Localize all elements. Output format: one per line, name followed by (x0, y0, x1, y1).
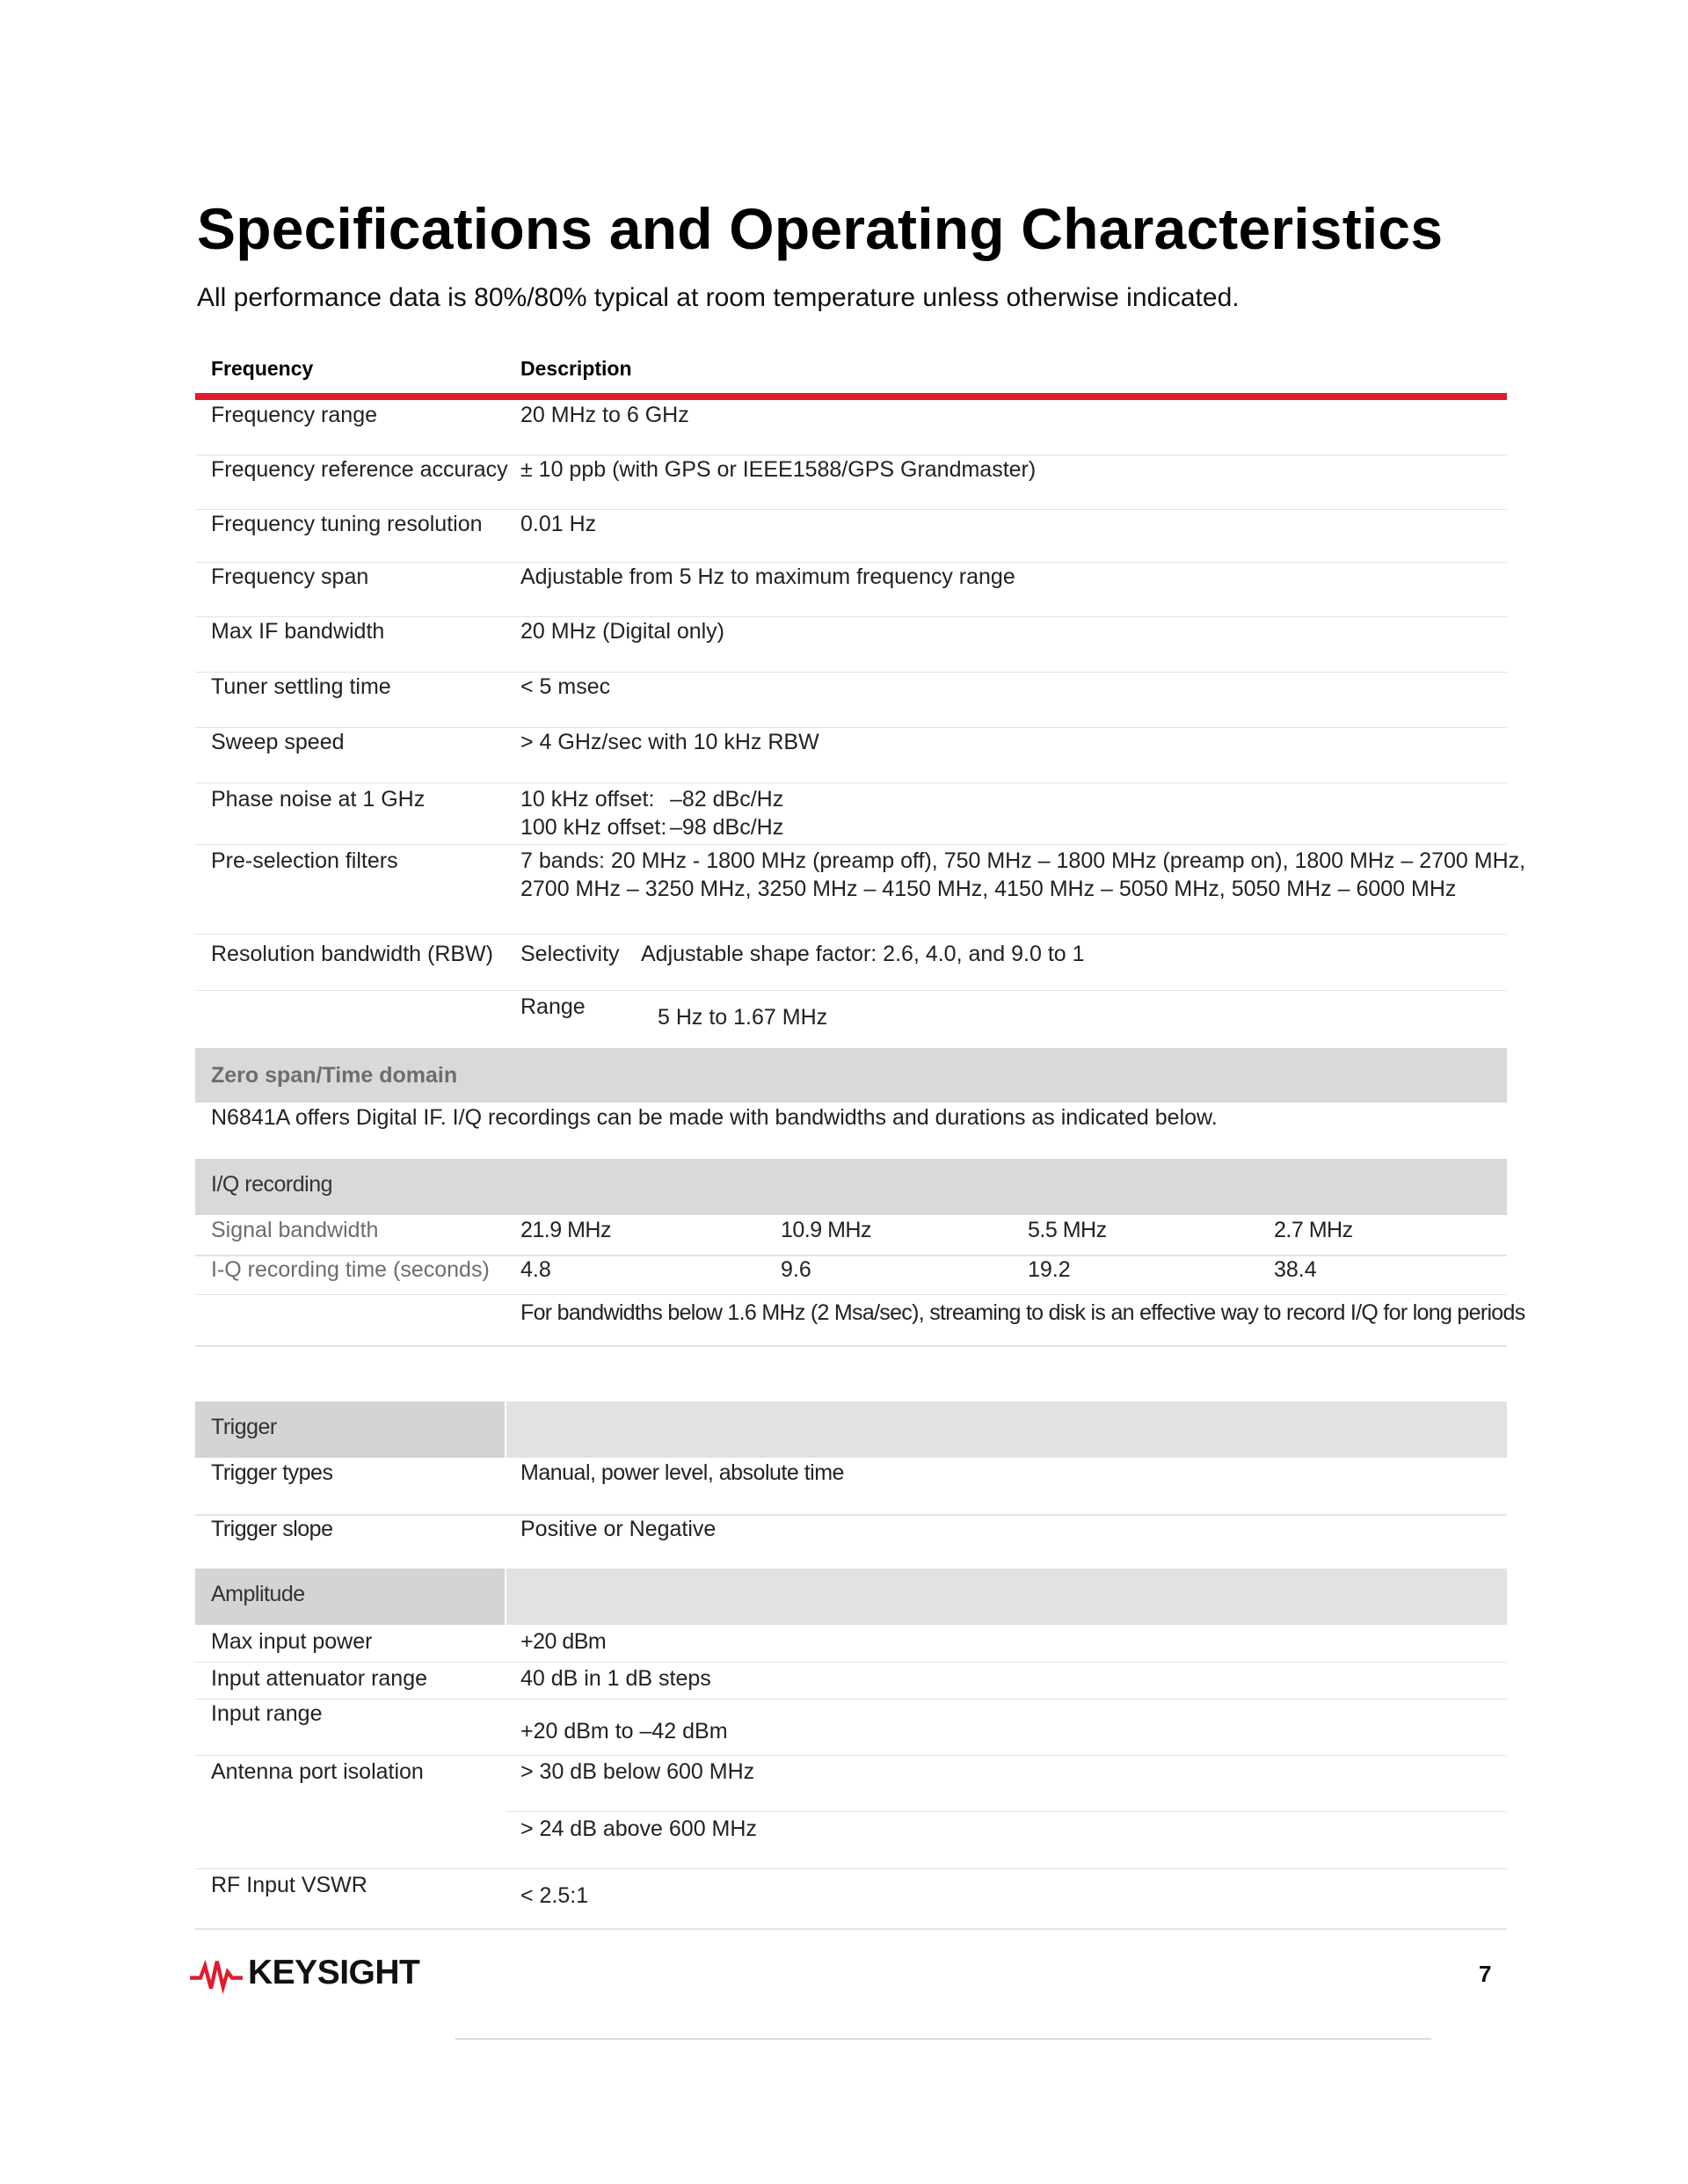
table-row (195, 727, 1507, 783)
row-value: ± 10 ppb (with GPS or IEEE1588/GPS Grandmaster) (520, 457, 1037, 482)
table-header (195, 341, 1507, 396)
iq-note-row (195, 1294, 1525, 1347)
keysight-wave-icon (190, 1954, 243, 1998)
section-trigger (195, 1401, 505, 1458)
section-trigger-fill (506, 1401, 1507, 1458)
table-row-isolation (195, 1755, 1507, 1811)
row-value: > 4 GHz/sec with 10 kHz RBW (520, 730, 819, 754)
row-value: +20 dBm (520, 1629, 607, 1654)
header-divider (195, 393, 1507, 400)
table-row (195, 616, 1507, 673)
table-row (195, 1699, 1507, 1756)
iq-bandwidth-cell: 5.5 MHz (1028, 1218, 1107, 1242)
section-amplitude-fill (506, 1569, 1507, 1625)
table-row (195, 1514, 1507, 1569)
row-label: Frequency span (211, 564, 369, 589)
phase-noise-val-2: –98 dBc/Hz (670, 815, 784, 840)
zero-span-note: N6841A offers Digital IF. I/Q recordings can be made with bandwidths and durations as indicated below. (211, 1105, 1218, 1130)
table-row-rbw-range (195, 990, 1507, 1050)
row-label: Max input power (211, 1629, 373, 1654)
iq-note: For bandwidths below 1.6 MHz (2 Msa/sec), streaming to disk is an effective way to record I/Q for long periods (520, 1300, 1525, 1325)
table-row (195, 455, 1507, 510)
section-heading: Amplitude (211, 1582, 305, 1606)
row-value: Manual, power level, absolute time (520, 1460, 844, 1485)
keysight-logo-text: KEYSIGHT (248, 1954, 420, 1991)
section-iq-recording (195, 1159, 1507, 1215)
header-description: Description (520, 357, 632, 380)
row-label: Signal bandwidth (211, 1218, 379, 1242)
row-label: Frequency range (211, 403, 378, 427)
table-row (195, 672, 1507, 728)
table-row (195, 1458, 1507, 1516)
row-label: Antenna port isolation (211, 1759, 424, 1784)
row-label: Resolution bandwidth (RBW) (211, 942, 493, 966)
preselection-line-2: 2700 MHz – 3250 MHz, 3250 MHz – 4150 MHz, 4150 MHz – 5050 MHz, 5050 MHz – 6000 MHz (520, 877, 1457, 901)
row-value: > 30 dB below 600 MHz (520, 1759, 755, 1784)
table-row (195, 400, 1507, 455)
rbw-range-value: 5 Hz to 1.67 MHz (658, 1005, 828, 1030)
row-value: > 24 dB above 600 MHz (520, 1816, 757, 1841)
iq-time-cell: 38.4 (1274, 1257, 1317, 1282)
row-label: Tuner settling time (211, 674, 391, 699)
row-label: Max IF bandwidth (211, 619, 385, 644)
section-zero-span (195, 1048, 1507, 1103)
row-value: < 5 msec (520, 674, 611, 699)
phase-noise-val-1: –82 dBc/Hz (670, 787, 784, 812)
phase-noise-key-1: 10 kHz offset: (520, 787, 655, 812)
table-row-phase-noise (195, 783, 1507, 845)
row-value: < 2.5:1 (520, 1883, 589, 1908)
row-value: 20 MHz (Digital only) (520, 619, 725, 644)
iq-time-cell: 4.8 (520, 1257, 551, 1282)
row-value: 40 dB in 1 dB steps (520, 1666, 711, 1691)
row-label: Frequency tuning resolution (211, 512, 483, 536)
section-heading: I/Q recording (211, 1172, 333, 1197)
rbw-range-key: Range (520, 994, 586, 1019)
row-label: Phase noise at 1 GHz (211, 787, 426, 812)
row-value: 0.01 Hz (520, 512, 597, 536)
row-label: Trigger slope (211, 1517, 333, 1541)
preselection-line-1: 7 bands: 20 MHz - 1800 MHz (preamp off), 750 MHz – 1800 MHz (preamp on), 1800 MHz – 2700 MHz, (520, 848, 1526, 873)
row-value: Positive or Negative (520, 1517, 717, 1541)
table-row-rbw (195, 934, 1507, 991)
section-amplitude (195, 1569, 505, 1625)
footer-divider (455, 2038, 1431, 2040)
rbw-selectivity-key: Selectivity (520, 942, 620, 966)
table-row (195, 1625, 1507, 1663)
table-row (195, 509, 1507, 563)
page-number: 7 (1479, 1961, 1492, 1987)
row-label: Trigger types (211, 1460, 333, 1485)
page-subtitle: All performance data is 80%/80% typical at room temperature unless otherwise indicated. (197, 283, 1240, 312)
rbw-selectivity-value: Adjustable shape factor: 2.6, 4.0, and 9.0 to 1 (641, 942, 1085, 966)
zero-span-note-row (195, 1103, 1507, 1159)
iq-time-row (195, 1255, 1507, 1295)
section-heading: Trigger (211, 1415, 277, 1439)
row-label: Pre-selection filters (211, 848, 398, 873)
section-heading: Zero span/Time domain (211, 1063, 458, 1088)
row-value: Adjustable from 5 Hz to maximum frequency range (520, 564, 1015, 589)
row-value: 20 MHz to 6 GHz (520, 403, 689, 427)
iq-time-cell: 19.2 (1028, 1257, 1071, 1282)
row-value: +20 dBm to –42 dBm (520, 1719, 728, 1744)
row-label: I-Q recording time (seconds) (211, 1257, 490, 1282)
iq-time-cell: 9.6 (781, 1257, 811, 1282)
row-label: Frequency reference accuracy (211, 457, 508, 482)
iq-bandwidth-cell: 10.9 MHz (781, 1218, 871, 1242)
iq-bandwidth-row (195, 1215, 1507, 1256)
table-row-preselection (195, 844, 1526, 935)
iq-bandwidth-cell: 21.9 MHz (520, 1218, 611, 1242)
phase-noise-key-2: 100 kHz offset: (520, 815, 667, 840)
row-label: Input attenuator range (211, 1666, 428, 1691)
row-label: Input range (211, 1701, 323, 1726)
page-title: Specifications and Operating Characteristics (197, 196, 1444, 261)
table-row (195, 1662, 1507, 1700)
header-frequency: Frequency (211, 357, 314, 380)
table-row-isolation-2 (195, 1812, 1507, 1869)
iq-bandwidth-cell: 2.7 MHz (1274, 1218, 1353, 1242)
row-label: RF Input VSWR (211, 1873, 367, 1897)
row-label: Sweep speed (211, 730, 345, 754)
table-row (195, 1868, 1507, 1930)
table-row (195, 562, 1507, 617)
